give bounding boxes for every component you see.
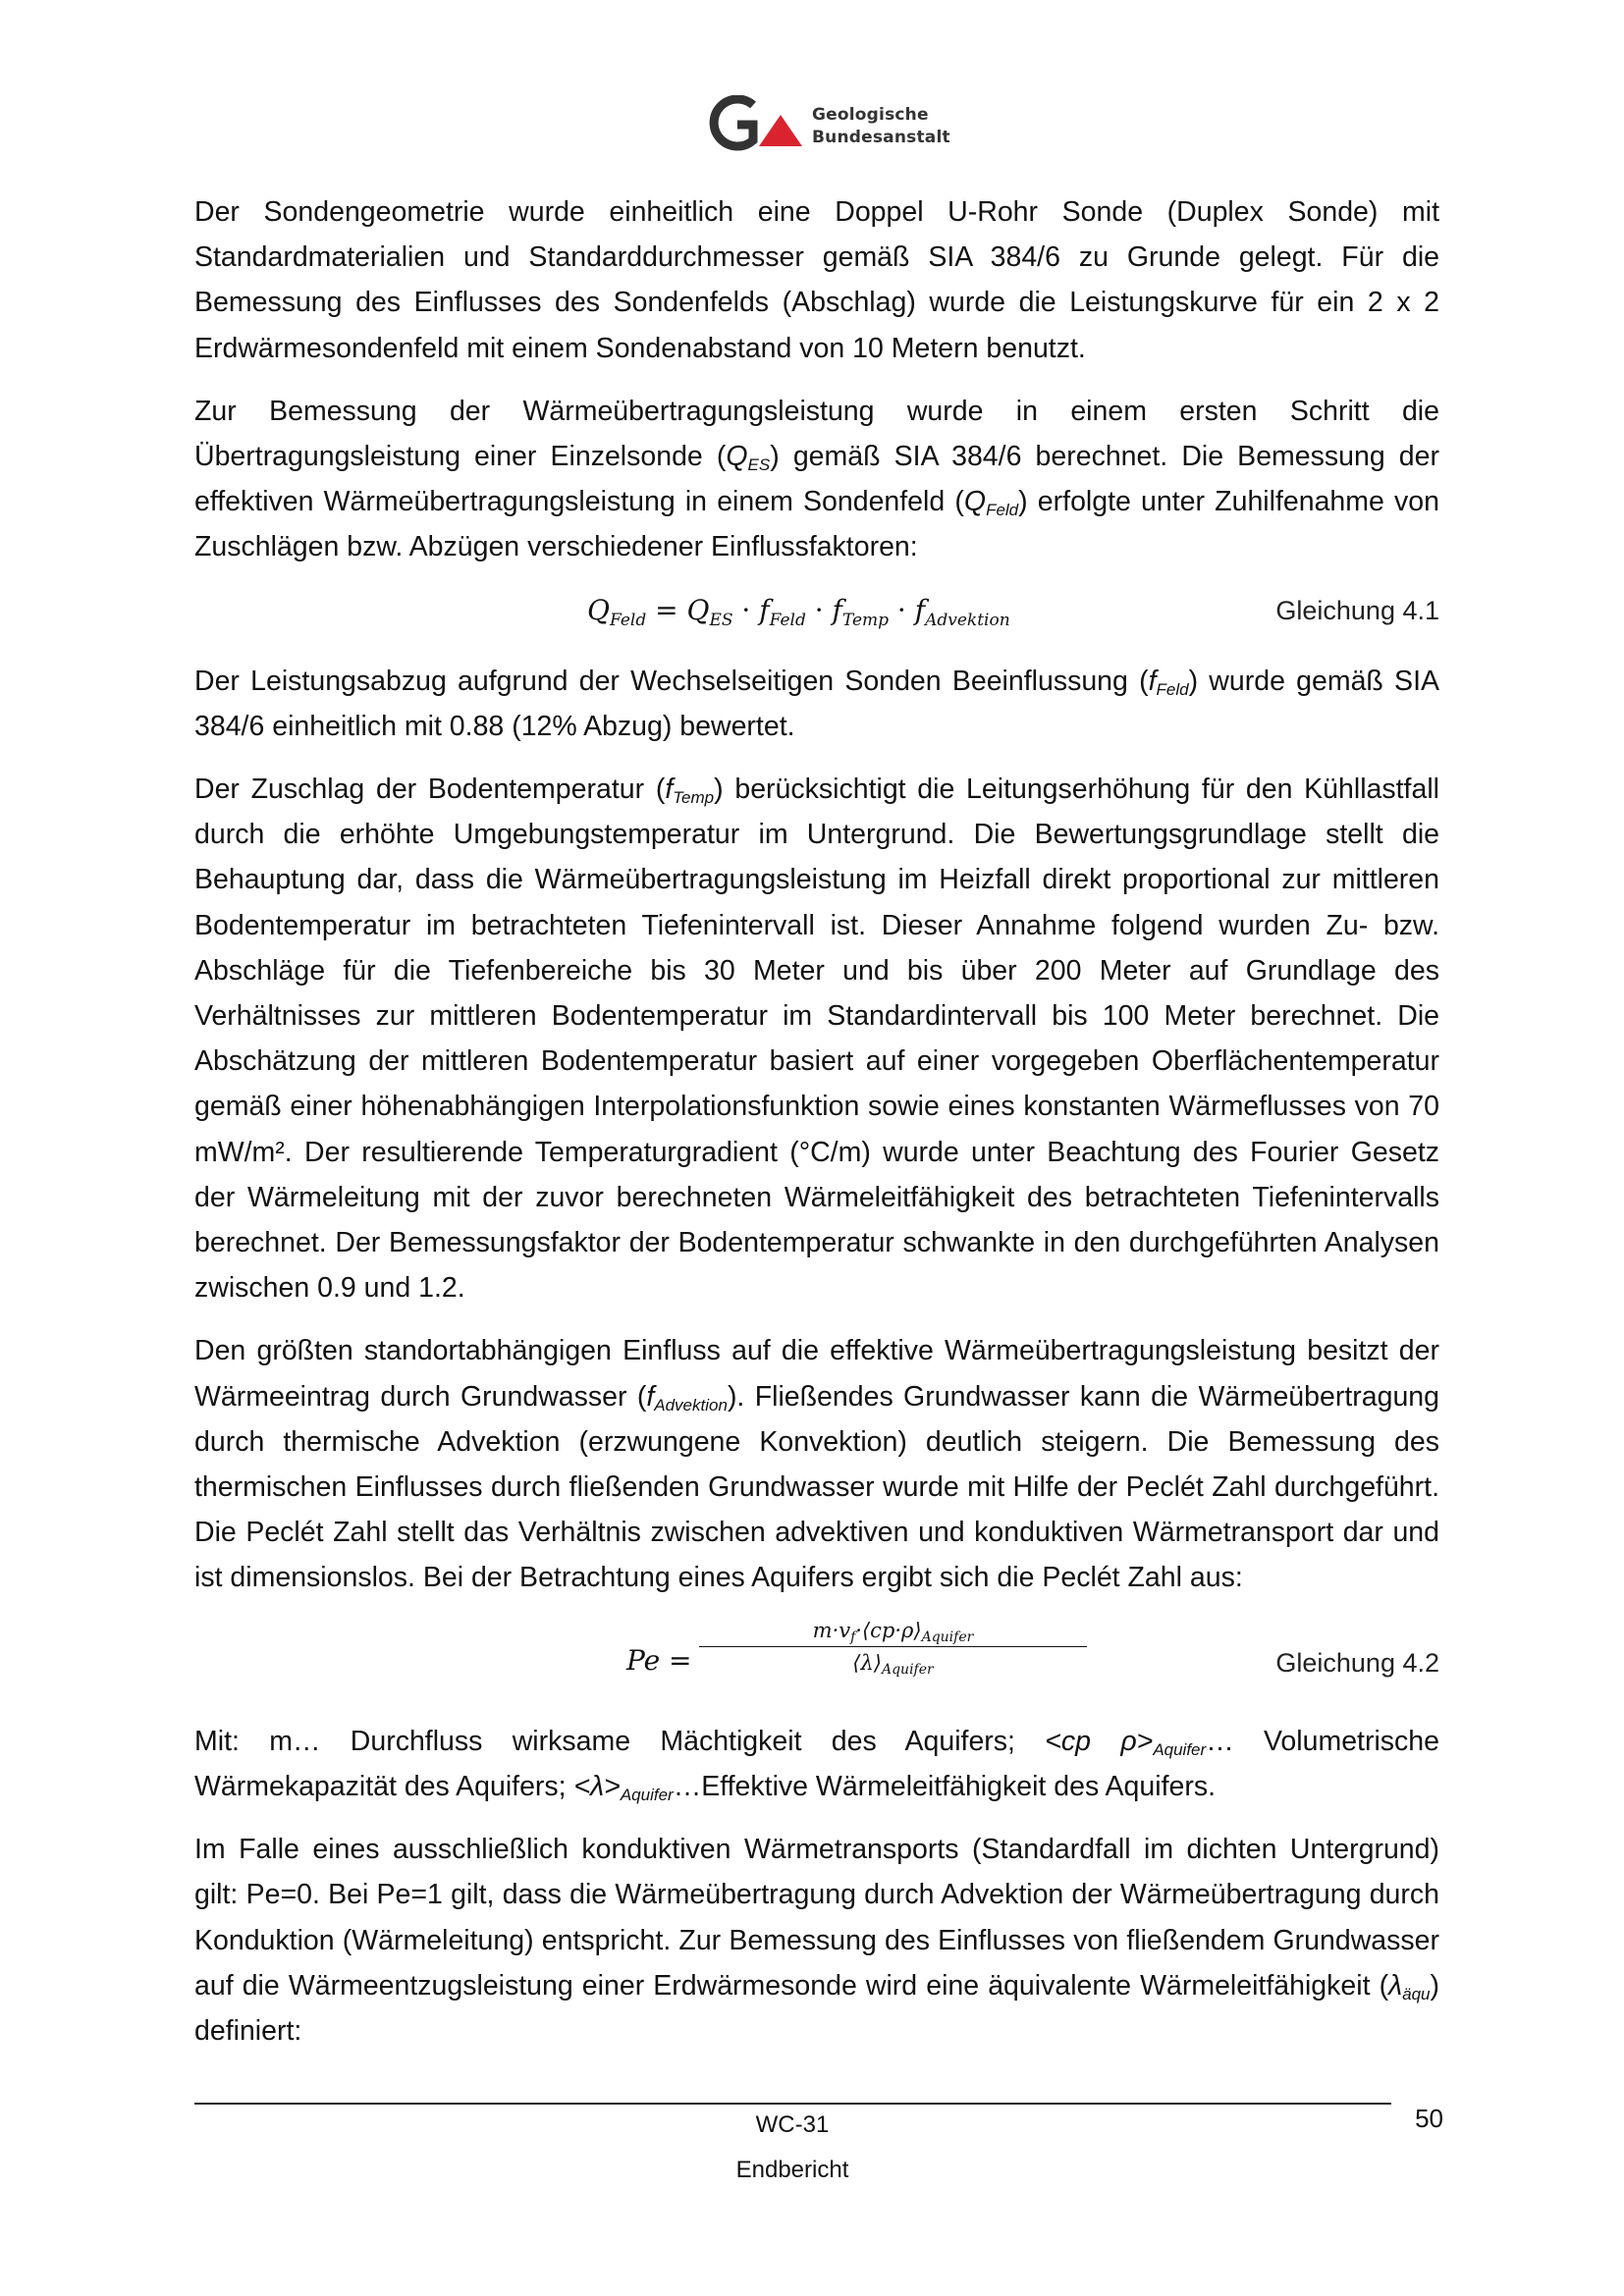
paragraph-legende bbox=[194, 1719, 1439, 1809]
symbol-f-feld: $f_{Feld}$ bbox=[1148, 665, 1189, 699]
symbol-lambda-aequ: $\lambda_{äqu}$ bbox=[1388, 1969, 1431, 2003]
text-run: ) berücksichtigt die Leitungserhöhung für den Kühllastfall durch die erhöhte Umgebungstemperatur im Untergrund. Die Bewertungsgrundlage stellt die Behauptung dar, dass die Wärmeübertragungsleistung im Heizfall direkt proportional zur mittleren Bodentemperatur im betrachteten Tiefenintervall ist. Dieser Annahme folgend wurden Zu- bzw. Abschläge für die Tiefenbereiche bis 30 Meter und bis über 200 Meter auf Grundlage des Verhältnisses zur mittleren Bodentemperatur im Standardintervall bis 100 Meter berechnet. Die Abschätzung der mittleren Bodentemperatur basiert auf einer vorgegeben Oberflächentemperatur gemäß einer höhenabhängigen Interpolationsfunktion sowie eines konstanten Wärmeflusses von 70 mW/m². Der resultierende Temperaturgradient (°C/m) wurde unter Beachtung des Fourier Gesetz der Wärmeleitung mit der zuvor berechneten Wärmeleitfähigkeit des betrachteten Tiefenintervalls berechnet. Der Bemessungsfaktor der Bodentemperatur schwankte in den durchgeführten Analysen zwischen 0.9 und 1.2. bbox=[194, 774, 1439, 1305]
symbol-lambda-aquifer: $<\lambda>_{Aquifer}$ bbox=[573, 1770, 674, 1804]
symbol-cp-rho: <cp $\rho>_{Aquifer}$ bbox=[1045, 1725, 1207, 1759]
equation-4-2-label: Gleichung 4.2 bbox=[1275, 1647, 1439, 1678]
gba-logo-mark bbox=[702, 95, 804, 154]
footer-divider bbox=[194, 2103, 1391, 2105]
text-run: Mit: m… Durchfluss wirksame Mächtigkeit des Aquifers; bbox=[194, 1725, 1046, 1757]
symbol-f-temp: $f_{Temp}$ bbox=[665, 774, 715, 808]
equation-4-1-label: Gleichung 4.1 bbox=[1275, 595, 1439, 625]
text-run: Im Falle eines ausschließlich konduktiven Wärmetransports (Standardfall im dichten Untergrund) gilt: Pe=0. Bei Pe=1 gilt, dass die Wärmeübertragung durch Advektion der Wärmeübertragung durch Konduktion (Wärmeleitung) entspricht. Zur Bemessung des Einflusses von fließendem Grundwasser auf die Wärmeentzugsleistung einer Erdwärmesonde wird eine äquivalente Wärmeleitfähigkeit ( bbox=[194, 1834, 1439, 2002]
symbol-f-advektion: $f_{Advektion}$ bbox=[646, 1380, 728, 1415]
text-run: …Effektive Wärmeleitfähigkeit des Aquifers. bbox=[673, 1770, 1217, 1802]
paragraph-grundwasser bbox=[194, 1328, 1439, 1600]
symbol-q-feld: $Q_{Feld}$ bbox=[963, 486, 1019, 520]
text-run: ) wurde gemäß SIA 384/6 einheitlich mit 0.88 (12% Abzug) bewertet. bbox=[194, 665, 1439, 742]
footer-project-code: WC-31 bbox=[755, 2111, 830, 2138]
paragraph-sondengeometrie: Der Sondengeometrie wurde einheitlich eine Doppel U-Rohr Sonde (Duplex Sonde) mit Standardmaterialien und Standarddurchmesser gemäß SIA 384/6 zu Grunde gelegt. Für die Bemessung des Einflusses des Sondenfelds (Abschlag) wurde die Leistungskurve für ein 2 x 2 Erdwärmesondenfeld mit einem Sondenabstand von 10 Metern benutzt. bbox=[194, 196, 1439, 364]
text-run: Den größten standortabhängigen Einfluss auf die effektive Wärmeübertragungsleistung besitzt der Wärmeeintrag durch Grundwasser ( bbox=[194, 1335, 1439, 1413]
paragraph-bemessung bbox=[194, 389, 1439, 570]
gba-logo bbox=[702, 95, 950, 154]
equation-4-1-formula: $Q_{Feld} = Q_{ES} \cdot f_{Feld} \cdot f_{Temp} \cdot f_{Advektion}$ bbox=[587, 593, 1010, 630]
text-run: … Volumetrische Wärmekapazität des Aquifers; bbox=[194, 1725, 1439, 1802]
fraction-denominator: $⟨\lambda⟩_{Aquifer}$ bbox=[852, 1650, 934, 1678]
text-run: Der Zuschlag der Bodentemperatur ( bbox=[194, 774, 666, 806]
equation-4-2-lhs: Pe = bbox=[626, 1643, 692, 1677]
page-number: 50 bbox=[1415, 2104, 1443, 2133]
text-run: ) definiert: bbox=[194, 1969, 1439, 2047]
equation-4-1 bbox=[194, 588, 1439, 645]
equation-4-2 bbox=[194, 1619, 1439, 1705]
text-run: ). Fließendes Grundwasser kann die Wärmeübertragung durch thermische Advektion (erzwungene Konvektion) deutlich steigern. Die Bemessung des thermischen Einflusses durch fließenden Grundwasser wurde mit Hilfe der Peclét Zahl durchgeführt. Die Peclét Zahl stellt das Verhältnis zwischen advektiven und konduktiven Wärmetransport dar und ist dimensionslos. Bei der Betrachtung eines Aquifers ergibt sich die Peclét Zahl aus: bbox=[194, 1380, 1439, 1594]
text-run: Zur Bemessung der Wärmeübertragungsleistung wurde in einem ersten Schritt die Übertragungsleistung einer Einzelsonde ( bbox=[194, 395, 1439, 473]
symbol-q-es: $Q_{ES}$ bbox=[726, 441, 771, 475]
paragraph-leistungsabzug bbox=[194, 659, 1439, 749]
footer-report-title: Endbericht bbox=[735, 2157, 849, 2183]
fraction-numerator: $m\cdot v_f\cdot⟨cp\cdot\rho⟩_{Aquifer}$ bbox=[699, 1619, 1087, 1647]
equation-4-2-fraction bbox=[699, 1618, 1087, 1678]
text-run: ) gemäß SIA 384/6 berechnet. Die Bemessung der effektiven Wärmeübertragungsleistung in einem Sondenfeld ( bbox=[194, 441, 1439, 518]
text-run: ) erfolgte unter Zuhilfenahme von Zuschlägen bzw. Abzügen verschiedener Einflussfaktoren: bbox=[194, 486, 1439, 563]
logo-text-line2: Bundesanstalt bbox=[812, 128, 950, 147]
text-run: Der Leistungsabzug aufgrund der Wechselseitigen Sonden Beeinflussung ( bbox=[194, 665, 1149, 697]
document-body bbox=[194, 189, 1439, 2071]
paragraph-konduktiv bbox=[194, 1827, 1439, 2054]
paragraph-bodentemperatur bbox=[194, 767, 1439, 1310]
logo-text-line1: Geologische bbox=[812, 105, 929, 125]
